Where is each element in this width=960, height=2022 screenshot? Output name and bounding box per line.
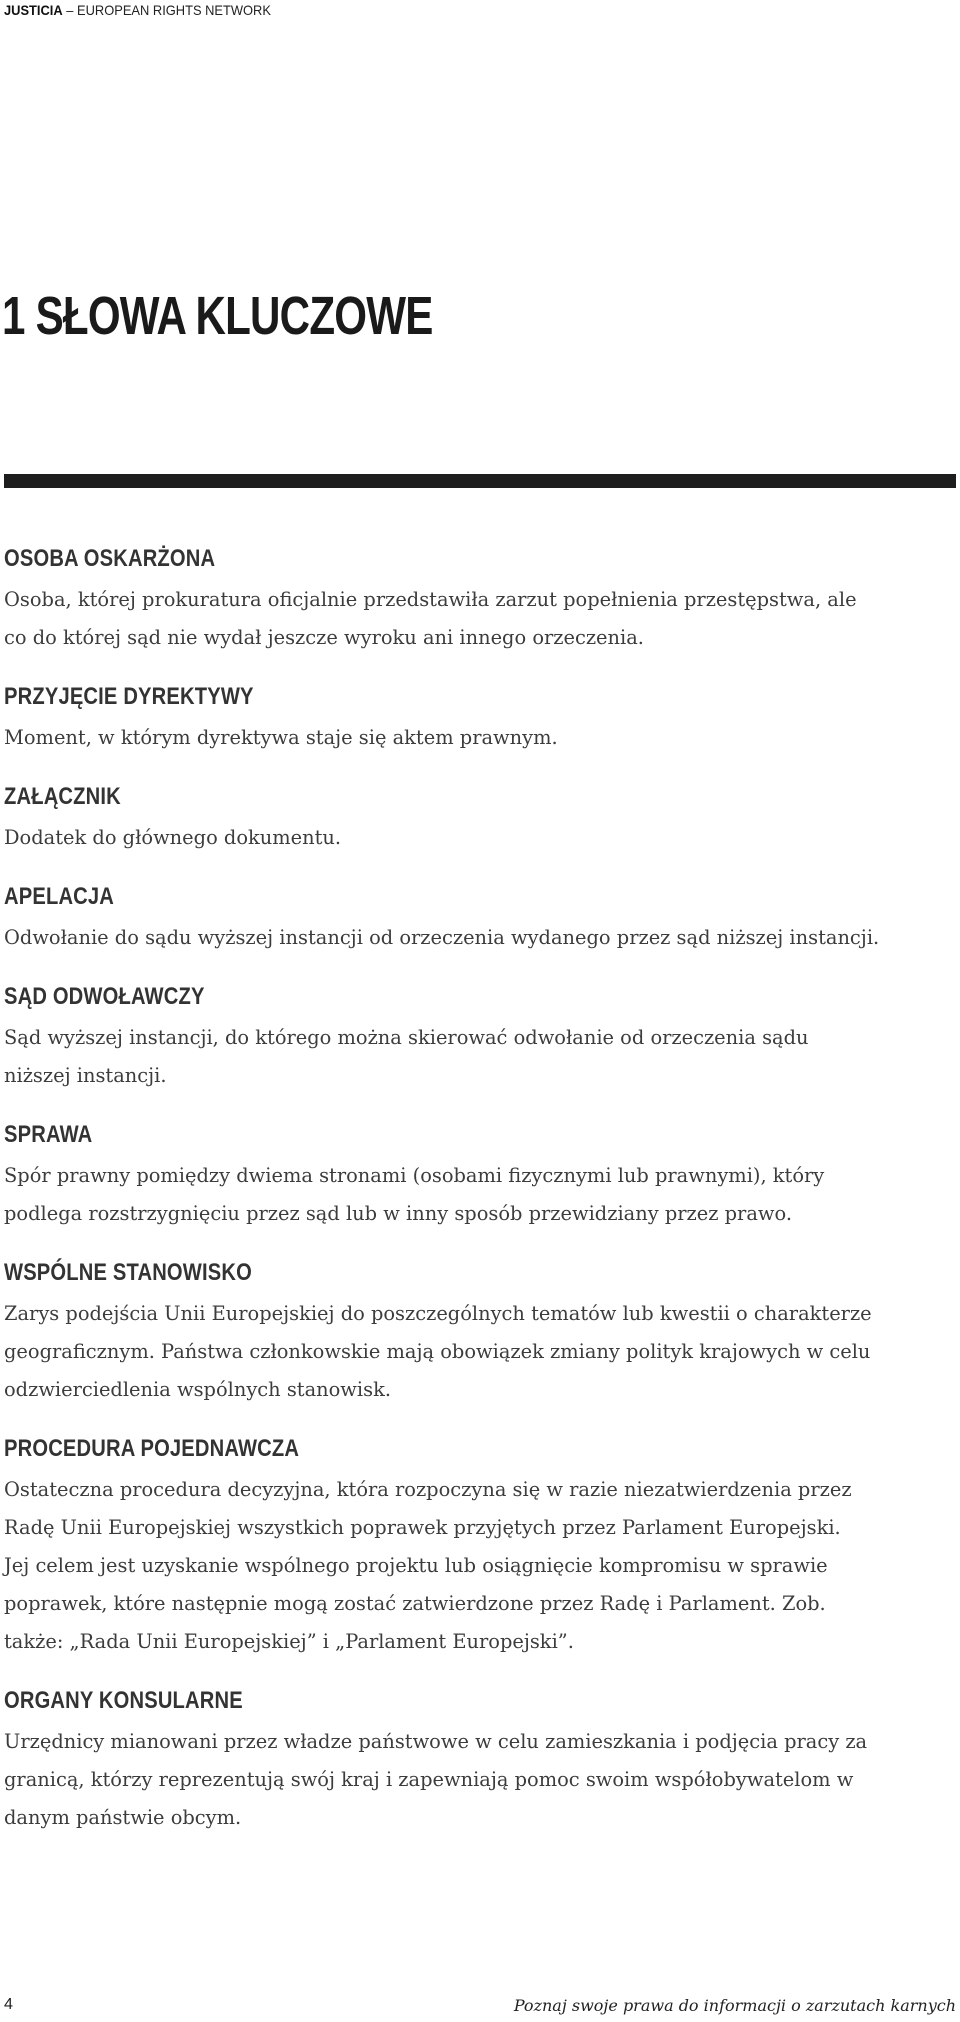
glossary-definition	[4, 1294, 956, 1408]
glossary-definition	[4, 1156, 956, 1232]
glossary-entry	[4, 682, 956, 782]
glossary-term: APELACJA	[4, 883, 115, 910]
definition-line: Osoba, której prokuratura oficjalnie przedstawiła zarzut popełnienia przestępstwa, ale	[4, 587, 857, 611]
definition-line: niższej instancji.	[4, 1063, 167, 1087]
glossary-term: PRZYJĘCIE DYREKTYWY	[4, 683, 254, 710]
definition-line: geograficznym. Państwa członkowskie mają obowiązek zmiany polityk krajowych w celu	[4, 1339, 871, 1363]
glossary-entry	[4, 982, 956, 1120]
glossary-definition	[4, 580, 956, 656]
definition-line: Odwołanie do sądu wyższej instancji od orzeczenia wydanego przez sąd niższej instancji.	[4, 925, 880, 949]
definition-line: poprawek, które następnie mogą zostać zatwierdzone przez Radę i Parlament. Zob.	[4, 1591, 826, 1615]
glossary-definition	[4, 818, 956, 856]
definition-line: Moment, w którym dyrektywa staje się aktem prawnym.	[4, 725, 558, 749]
definition-line: Jej celem jest uzyskanie wspólnego projektu lub osiągnięcie kompromisu w sprawie	[4, 1553, 828, 1577]
definition-line: Dodatek do głównego dokumentu.	[4, 825, 342, 849]
section-divider	[4, 474, 956, 488]
definition-line: Ostateczna procedura decyzyjna, która rozpoczyna się w razie niezatwierdzenia przez	[4, 1477, 852, 1501]
glossary-definition	[4, 1470, 956, 1660]
definition-line: co do której sąd nie wydał jeszcze wyroku ani innego orzeczenia.	[4, 625, 644, 649]
glossary-list	[4, 544, 956, 1836]
glossary-term: WSPÓLNE STANOWISKO	[4, 1259, 252, 1286]
glossary-definition	[4, 1018, 956, 1094]
glossary-entry	[4, 882, 956, 982]
glossary-entry	[4, 1434, 956, 1686]
definition-line: podlega rozstrzygnięciu przez sąd lub w inny sposób przewidziany przez prawo.	[4, 1201, 793, 1225]
definition-line: Spór prawny pomiędzy dwiema stronami (osobami fizycznymi lub prawnymi), który	[4, 1163, 825, 1187]
glossary-entry	[4, 544, 956, 682]
definition-line: Urzędnicy mianowani przez władze państwowe w celu zamieszkania i podjęcia pracy za	[4, 1729, 868, 1753]
definition-line: odzwierciedlenia wspólnych stanowisk.	[4, 1377, 391, 1401]
glossary-entry	[4, 1686, 956, 1836]
glossary-definition	[4, 918, 956, 956]
header-brand: JUSTICIA	[4, 2, 63, 18]
glossary-entry	[4, 1120, 956, 1258]
glossary-term: ZAŁĄCZNIK	[4, 783, 121, 810]
glossary-term: SĄD ODWOŁAWCZY	[4, 983, 205, 1010]
definition-line: Radę Unii Europejskiej wszystkich poprawek przyjętych przez Parlament Europejski.	[4, 1515, 841, 1539]
glossary-term: ORGANY KONSULARNE	[4, 1687, 243, 1714]
definition-line: danym państwie obcym.	[4, 1805, 242, 1829]
glossary-definition	[4, 718, 956, 756]
glossary-term: SPRAWA	[4, 1121, 93, 1148]
running-header	[4, 2, 271, 18]
chapter-title: 1 SŁOWA KLUCZOWE	[2, 286, 433, 346]
glossary-definition	[4, 1722, 956, 1836]
header-network: EUROPEAN RIGHTS NETWORK	[77, 2, 271, 18]
definition-line: także: „Rada Unii Europejskiej” i „Parlament Europejski”.	[4, 1629, 574, 1653]
header-separator: –	[62, 2, 78, 18]
glossary-term: PROCEDURA POJEDNAWCZA	[4, 1435, 300, 1462]
page-number: 4	[4, 1996, 13, 2013]
publication-title: Poznaj swoje prawa do informacji o zarzutach karnych	[513, 1996, 956, 2015]
glossary-entry	[4, 1258, 956, 1434]
definition-line: Zarys podejścia Unii Europejskiej do poszczególnych tematów lub kwestii o charakterze	[4, 1301, 872, 1325]
glossary-entry	[4, 782, 956, 882]
definition-line: granicą, którzy reprezentują swój kraj i zapewniają pomoc swoim współobywatelom w	[4, 1767, 854, 1791]
definition-line: Sąd wyższej instancji, do którego można skierować odwołanie od orzeczenia sądu	[4, 1025, 809, 1049]
glossary-term: OSOBA OSKARŻONA	[4, 545, 216, 572]
